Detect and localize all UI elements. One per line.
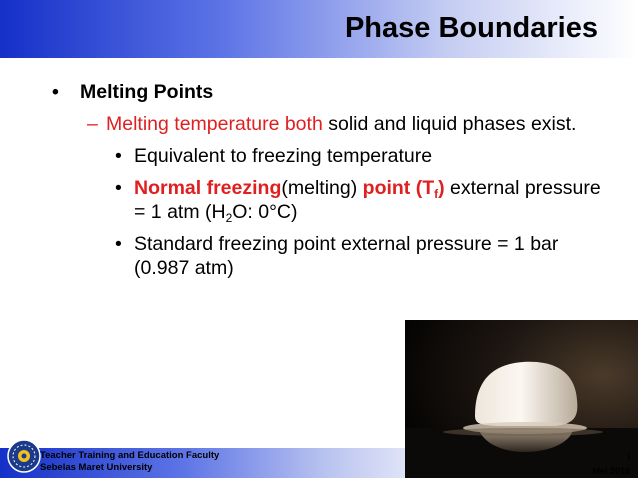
footer-faculty: Teacher Training and Education Faculty bbox=[40, 450, 220, 461]
subscript-2: 2 bbox=[225, 211, 233, 225]
footer-institution bbox=[40, 450, 219, 474]
normal-freezing-label: Normal freezing bbox=[134, 177, 282, 199]
bullet-icon: • bbox=[115, 233, 122, 255]
item-equivalent bbox=[52, 144, 612, 168]
university-logo-icon bbox=[6, 438, 42, 474]
melting-text: (melting) bbox=[281, 177, 363, 199]
item-standard-freezing bbox=[52, 232, 612, 280]
dash-icon: – bbox=[87, 113, 98, 135]
bullet-icon: • bbox=[52, 81, 59, 103]
bullet-icon: • bbox=[115, 145, 122, 167]
melting-ice-photo bbox=[405, 320, 638, 478]
sub-bullet-melting-temperature bbox=[52, 112, 612, 136]
bullet-melting-points bbox=[52, 80, 612, 104]
sub-bullet-black-text: solid and liquid phases exist. bbox=[328, 113, 577, 135]
footer-author-fragment: i bbox=[627, 452, 630, 462]
item-normal-freezing bbox=[52, 176, 612, 224]
water-temp-text: O: 0°C) bbox=[232, 201, 298, 223]
point-tf-label bbox=[363, 177, 445, 199]
slide-content bbox=[52, 80, 612, 288]
bullet-icon: • bbox=[115, 177, 122, 199]
heading-text: Melting Points bbox=[80, 81, 214, 103]
external-pressure-text: external pressure = 1 atm (H bbox=[134, 177, 601, 223]
subscript-f: f bbox=[434, 187, 439, 201]
item-standard-text: Standard freezing point external pressure = 1 bar (0.987 atm) bbox=[134, 233, 559, 279]
footer-date: Mei 2018 bbox=[592, 466, 630, 476]
footer-university: Sebelas Maret University bbox=[40, 462, 153, 473]
point-close-paren: ) bbox=[438, 177, 445, 199]
sub-bullet-red-text: Melting temperature both bbox=[106, 113, 323, 135]
point-t-text: point (T bbox=[362, 177, 435, 199]
slide-title: Phase Boundaries bbox=[344, 12, 598, 44]
item-equivalent-text: Equivalent to freezing temperature bbox=[134, 145, 433, 167]
